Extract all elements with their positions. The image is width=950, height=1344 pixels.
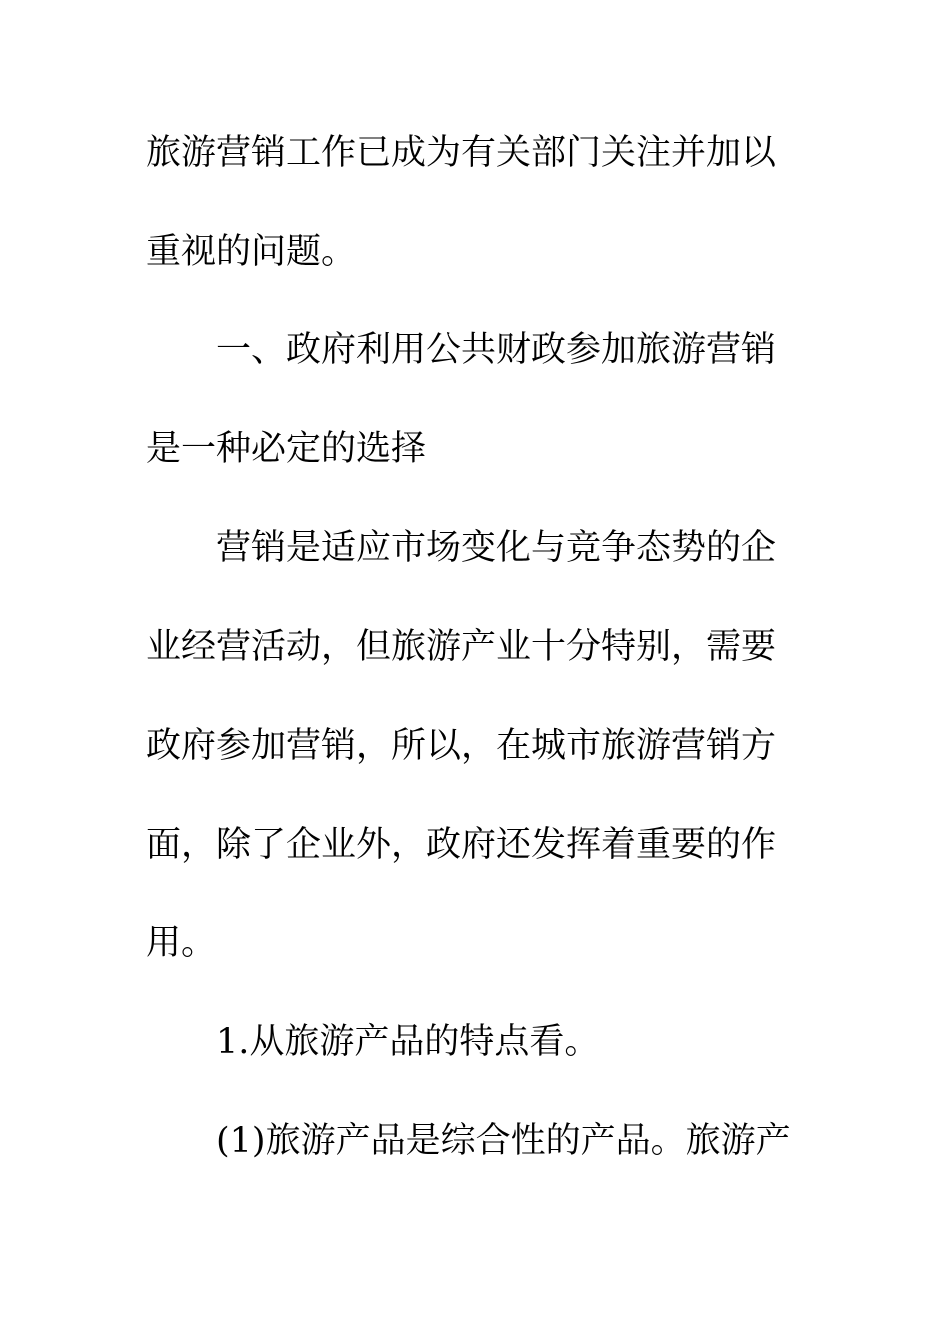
paragraph-line-4: 业经营活动，但旅游产业十分特别，需要 [146,627,777,667]
section-heading-line-2: 是一种必定的选择 [146,429,427,469]
paragraph-line-1: 旅游营销工作已成为有关部门关注并加以 [146,133,777,173]
subheading-line: 1.从旅游产品的特点看。 [216,1022,600,1062]
paragraph-line-7: 用。 [146,923,217,963]
paragraph-line-3: 营销是适应市场变化与竞争态势的企 [216,528,777,568]
paragraph-line-6: 面，除了企业外，政府还发挥着重要的作 [146,825,777,865]
paragraph-line-2: 重视的问题。 [146,232,357,272]
list-item-line: (1)旅游产品是综合性的产品。旅游产 [216,1121,791,1161]
section-heading-line-1: 一、政府利用公共财政参加旅游营销 [216,330,777,370]
paragraph-line-5: 政府参加营销，所以，在城市旅游营销方 [146,726,777,766]
